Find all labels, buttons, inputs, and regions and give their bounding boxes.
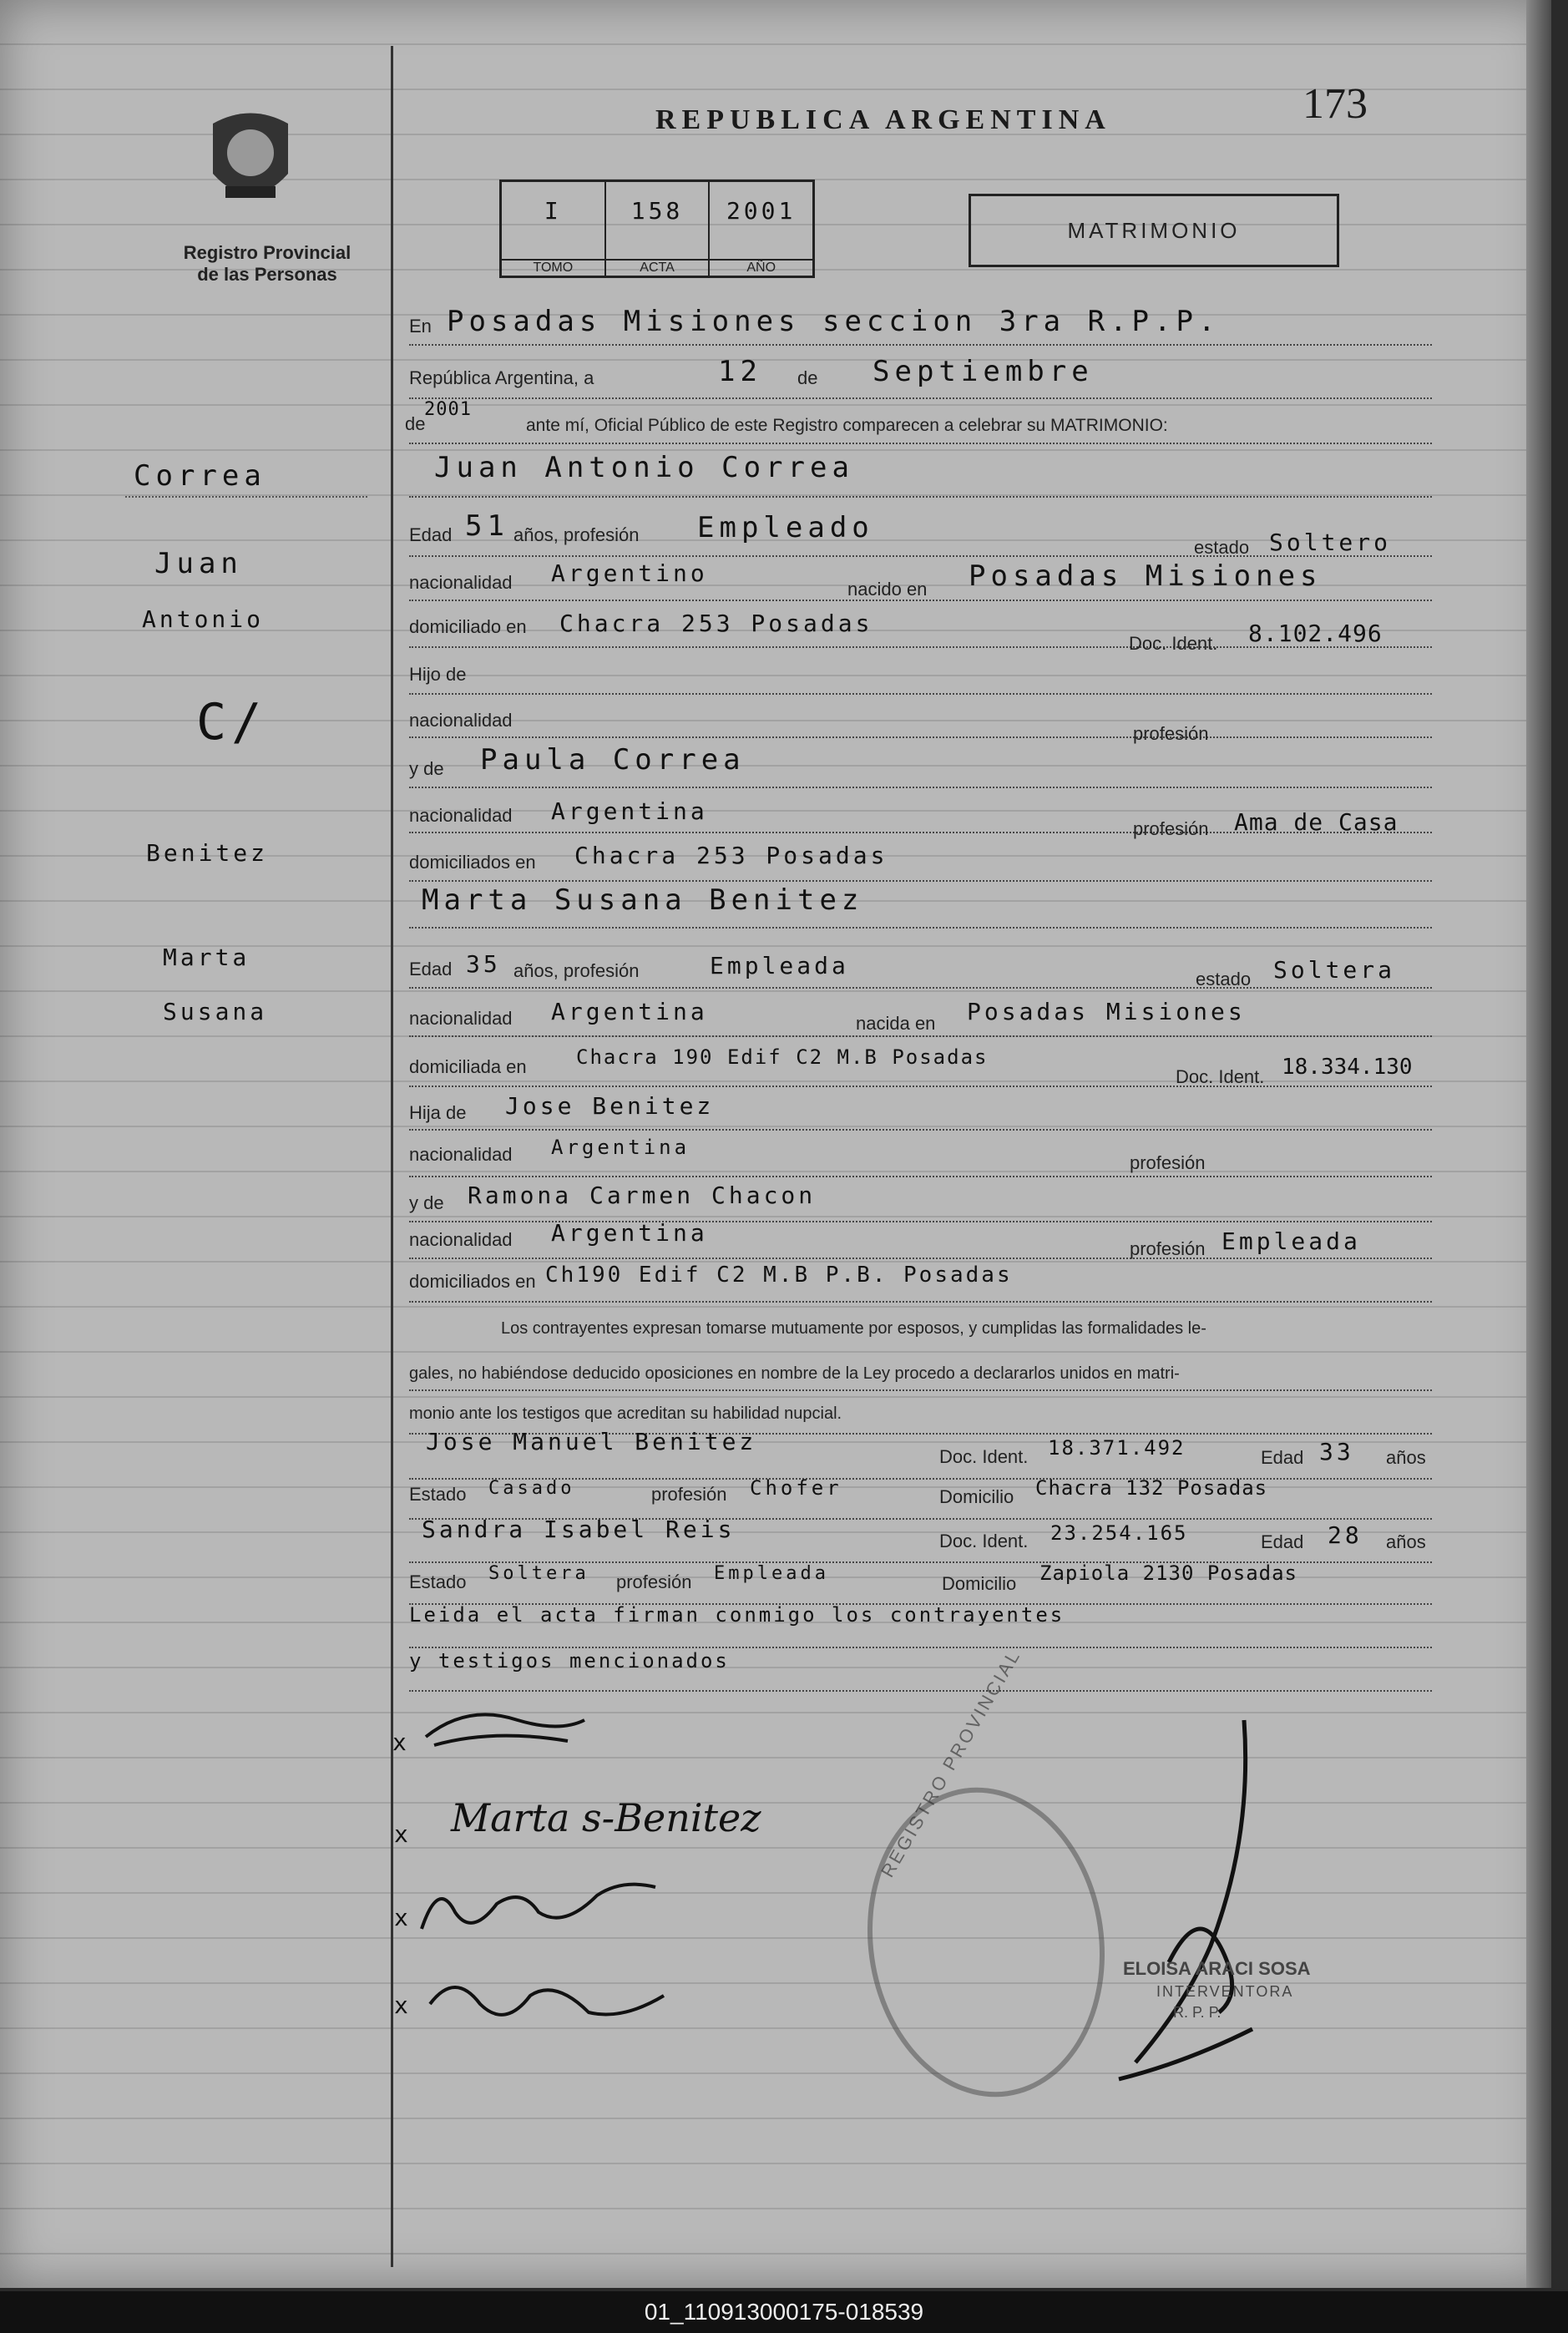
bride-doc: 18.334.130 xyxy=(1282,1055,1413,1080)
groom-dom-label: domiciliado en xyxy=(409,616,527,637)
bride-parents-address: Ch190 Edif C2 M.B P.B. Posadas xyxy=(545,1263,1013,1288)
doc-type-box xyxy=(969,194,1339,267)
en-label: En xyxy=(409,316,432,337)
witness2-age: 28 xyxy=(1328,1521,1363,1549)
bride-profession: Empleada xyxy=(710,952,849,979)
groom-edad-label: Edad xyxy=(409,524,453,545)
witness1-name: Jose Manuel Benitez xyxy=(426,1428,757,1455)
page-title: REPUBLICA ARGENTINA xyxy=(655,104,1111,135)
bf-nat-label: nacionalidad xyxy=(409,1144,513,1165)
de-label: de xyxy=(797,367,818,388)
w2-prof-label: profesión xyxy=(616,1571,692,1592)
groom-anos-label: años, profesión xyxy=(513,524,640,545)
groom-profession: Empleado xyxy=(697,511,874,544)
signature-bride: Marta s-Benitez xyxy=(451,1795,761,1840)
tomo-label: TOMO xyxy=(502,259,604,276)
bride-mother-prof: Empleada xyxy=(1222,1227,1361,1255)
bf-prof-label: profesión xyxy=(1130,1152,1206,1173)
bride-estado: Soltera xyxy=(1273,956,1396,984)
republica-label: República Argentina, a xyxy=(409,367,594,388)
groom-parents-address: Chacra 253 Posadas xyxy=(574,842,888,869)
witness2-name: Sandra Isabel Reis xyxy=(422,1516,736,1543)
groom-estado-label: estado xyxy=(1194,537,1250,558)
tomo-value: I xyxy=(544,197,562,225)
acta-value: 158 xyxy=(630,197,684,225)
bride-name: Marta Susana Benitez xyxy=(422,883,864,917)
day-value: 12 xyxy=(718,355,762,388)
w1-doc-label: Doc. Ident. xyxy=(939,1446,1029,1467)
bride-mother: Ramona Carmen Chacon xyxy=(468,1182,817,1209)
witness1-address: Chacra 132 Posadas xyxy=(1035,1476,1268,1500)
bride-father: Jose Benitez xyxy=(505,1092,715,1120)
margin-surname-2: Benitez xyxy=(146,839,269,867)
signature-groom-icon xyxy=(417,1695,601,1762)
bride-father-nat: Argentina xyxy=(551,1136,690,1159)
bride-address: Chacra 190 Edif C2 M.B Posadas xyxy=(576,1045,989,1069)
bride-estado-label: estado xyxy=(1196,969,1252,989)
hija-label: Hija de xyxy=(409,1102,467,1123)
parents-dom-label: domiciliados en xyxy=(409,852,536,873)
bride-dom-label: domiciliada en xyxy=(409,1056,527,1077)
declaration-line-1: Los contrayentes expresan tomarse mutuamente por esposos, y cumplidas las formalidades le- xyxy=(501,1319,1206,1338)
official-title: INTERVENTORA xyxy=(1156,1983,1294,2000)
declaration-line-2: gales, no habiéndose deducido oposiciones en nombre de la Ley procedo a declararlos unidos en matri- xyxy=(409,1364,1180,1383)
year-prefix: de xyxy=(405,413,426,434)
sig-x-4: x xyxy=(394,1991,412,2019)
seal-ring-text: REGISTRO PROVINCIAL xyxy=(877,1645,1025,1881)
w2-anos-label: años xyxy=(1386,1531,1426,1552)
witness2-estado: Soltera xyxy=(488,1563,589,1584)
bride-nationality: Argentina xyxy=(551,998,708,1025)
w2-estado-label: Estado xyxy=(409,1571,467,1592)
signature-witness2-icon xyxy=(422,1954,689,2046)
groom-nat-label: nacionalidad xyxy=(409,572,513,593)
mother-nat-label: nacionalidad xyxy=(409,805,513,826)
month-value: Septiembre xyxy=(873,355,1094,388)
sig-x-2: x xyxy=(394,1820,412,1848)
w1-prof-label: profesión xyxy=(651,1484,727,1505)
margin-given-1a: Juan xyxy=(154,547,243,580)
father-prof-label: profesión xyxy=(1133,723,1209,744)
w1-estado-label: Estado xyxy=(409,1484,467,1505)
groom-mother-prof: Ama de Casa xyxy=(1234,808,1399,836)
sig-x-3: x xyxy=(394,1904,412,1931)
signature-witness1-icon xyxy=(413,1862,680,1954)
intro-text: ante mí, Oficial Público de este Registro comparecen a celebrar su MATRIMONIO: xyxy=(526,416,1168,435)
margin-c-mark: C/ xyxy=(196,693,267,752)
record-box xyxy=(499,180,815,278)
w2-doc-label: Doc. Ident. xyxy=(939,1531,1029,1551)
mother-prof-label: profesión xyxy=(1133,818,1209,839)
margin-divider xyxy=(391,46,393,2267)
page-number: 173 xyxy=(1302,80,1368,128)
groom-address: Chacra 253 Posadas xyxy=(559,610,873,637)
witness1-doc: 18.371.492 xyxy=(1048,1436,1186,1460)
groom-doc-label: Doc. Ident. xyxy=(1129,633,1218,654)
w2-edad-label: Edad xyxy=(1261,1531,1304,1552)
official-dept: R. P. P. xyxy=(1173,2004,1222,2021)
closing-line-2: y testigos mencionados xyxy=(409,1649,730,1673)
witness1-estado: Casado xyxy=(488,1478,575,1499)
margin-given-2b: Susana xyxy=(163,998,268,1025)
margin-given-2a: Marta xyxy=(163,944,250,971)
bride-age: 35 xyxy=(466,950,501,978)
witness2-doc: 23.254.165 xyxy=(1050,1521,1188,1545)
year-value: 2001 xyxy=(424,399,472,420)
ano-label: AÑO xyxy=(710,259,812,276)
groom-doc: 8.102.496 xyxy=(1248,620,1383,647)
groom-estado: Soltero xyxy=(1269,529,1392,556)
bride-nat-label: nacionalidad xyxy=(409,1008,513,1029)
acta-label: ACTA xyxy=(606,259,709,276)
nacida-label: nacida en xyxy=(856,1013,936,1034)
groom-mother: Paula Correa xyxy=(480,743,746,777)
doc-type-label: MATRIMONIO xyxy=(1067,218,1241,243)
witness2-prof: Empleada xyxy=(714,1563,829,1584)
witness2-address: Zapiola 2130 Posadas xyxy=(1039,1561,1297,1585)
groom-birthplace: Posadas Misiones xyxy=(969,559,1323,593)
closing-line-1: Leida el acta firman conmigo los contrayentes xyxy=(409,1603,1065,1627)
bp-dom-label: domiciliados en xyxy=(409,1271,536,1292)
yde-label: y de xyxy=(409,758,444,779)
w1-anos-label: años xyxy=(1386,1447,1426,1468)
witness1-age: 33 xyxy=(1319,1438,1354,1465)
declaration-line-3: monio ante los testigos que acreditan su habilidad nupcial. xyxy=(409,1404,842,1423)
place-value: Posadas Misiones seccion 3ra R.P.P. xyxy=(447,305,1221,338)
ano-value: 2001 xyxy=(726,197,797,225)
w1-dom-label: Domicilio xyxy=(939,1486,1014,1507)
groom-mother-nat: Argentina xyxy=(551,797,708,825)
witness1-prof: Chofer xyxy=(750,1476,842,1500)
coat-of-arms-icon xyxy=(205,107,296,215)
margin-surname-1: Correa xyxy=(134,459,266,493)
hijo-label: Hijo de xyxy=(409,664,467,685)
bride-birthplace: Posadas Misiones xyxy=(967,998,1246,1025)
bm-nat-label: nacionalidad xyxy=(409,1229,513,1250)
w2-dom-label: Domicilio xyxy=(942,1573,1017,1594)
bride-mother-nat: Argentina xyxy=(551,1219,708,1247)
groom-name: Juan Antonio Correa xyxy=(434,451,854,484)
registry-name: Registro Provincial de las Personas xyxy=(183,242,352,285)
bm-prof-label: profesión xyxy=(1130,1238,1206,1259)
bm-yde-label: y de xyxy=(409,1192,444,1213)
bride-doc-label: Doc. Ident. xyxy=(1176,1066,1265,1087)
official-name: ELOISA ARACI SOSA xyxy=(1123,1958,1311,1979)
groom-age: 51 xyxy=(465,509,509,543)
bride-anos-label: años, profesión xyxy=(513,960,640,981)
father-nat-label: nacionalidad xyxy=(409,710,513,731)
sig-x-1: x xyxy=(392,1728,410,1756)
official-signature-icon xyxy=(1085,1712,1286,2088)
margin-given-1b: Antonio xyxy=(142,605,265,633)
w1-edad-label: Edad xyxy=(1261,1447,1304,1468)
groom-nacido-label: nacido en xyxy=(847,579,928,600)
groom-nationality: Argentino xyxy=(551,559,708,587)
bride-edad-label: Edad xyxy=(409,959,453,979)
official-seal-icon xyxy=(847,1772,1124,2113)
image-id-footer: 01_110913000175-018539 xyxy=(0,2291,1568,2333)
